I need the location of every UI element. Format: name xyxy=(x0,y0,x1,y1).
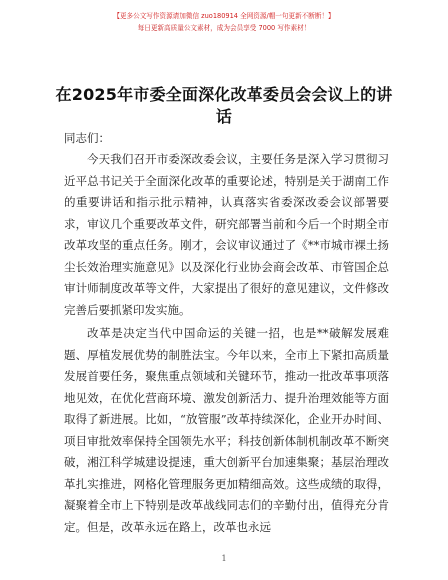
document-title: 在2025年市委全面深化改革委员会会议上的讲话 xyxy=(55,85,393,126)
greeting: 同志们： xyxy=(64,131,110,145)
paragraph-1: 今天我们召开市委深改委会议，主要任务是深入学习贯彻习近平总书记关于全面深化改革的重要论述，特别是关于湖南工作的重要讲话和指示批示精神，认真落实省委深改委会议部署要求，审议几个重要改革文件，研究部署当前和今后一个时期全市改革攻坚的重点任务。刚才，会议审议通过了《**市城市裸土扬尘长效治理实施意见》以及深化行业协会商会改革、市管国企总审计师制度改革等文件，大家提出了很好的意见建议，文件修改完善后要抓紧印发实施。 xyxy=(64,152,389,317)
promo-banner-line-1: 【更多公文写作资源请加微信 zuo180914 全网资源/帽一句更新不断断！】 xyxy=(113,12,335,20)
promo-banner-line-2: 每日更新高质量公文素材，成为会员享受 7000 写作素材！ xyxy=(137,24,311,32)
promo-banner xyxy=(0,10,448,34)
paragraph-2: 改革是决定当代中国命运的关键一招，也是**破解发展难题、厚植发展优势的制胜法宝。今年以来，全市上下紧扣高质量发展首要任务，聚焦重点领域和关键环节，推动一批改革事项落地见效，在优化营商环境、激发创新活力、提升治理效能等方面取得了新进展。比如，“放管服”改革持续深化，企业开办时间、项目审批效率保持全国领先水平；科技创新体制机制改革不断突破，湘江科学城建设提速，重大创新平台加速集聚；基层治理改革扎实推进，网格化管理服务更加精细高效。这些成绩的取得，凝聚着全市上下特别是改革战线同志们的辛勤付出，值得充分肯定。但是，改革永远在路上，改革也永远 xyxy=(64,326,389,534)
page-number: 1 xyxy=(221,554,227,563)
